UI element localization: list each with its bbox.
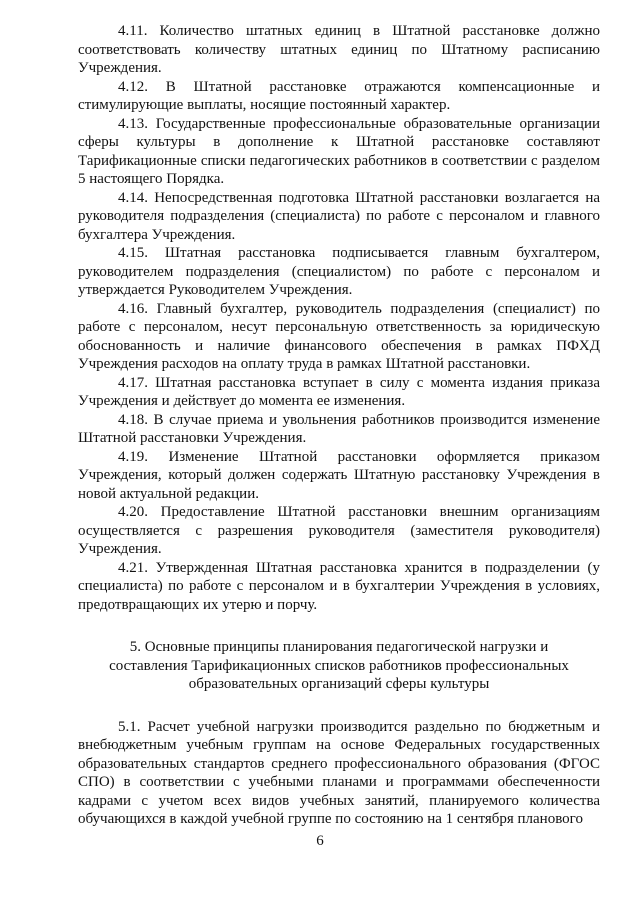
section-5-heading (78, 638, 600, 694)
paragraph-4-21: 4.21. Утвержденная Штатная расстановка хранится в подразделении (у специалиста) по работе с персоналом и в бухгалтерии Учреждения в условиях, предотвращающих их утерю и порчу. (78, 559, 600, 613)
paragraph-4-12: 4.12. В Штатной расстановке отражаются компенсационные и стимулирующие выплаты, носящие постоянный характер. (78, 78, 600, 113)
paragraph-4-17: 4.17. Штатная расстановка вступает в силу с момента издания приказа Учреждения и действует до момента ее изменения. (78, 374, 600, 409)
paragraph-5-1: 5.1. Расчет учебной нагрузки производится раздельно по бюджетным и внебюджетным учебным группам на основе Федеральных государственных образовательных стандартов среднего профессионального образования (ФГОС СПО) в соответствии с учебными планами и программами обеспеченности кадрами с учетом всех видов учебных занятий, планируемого количества обучающихся в каждой учебной группе по состоянию на 1 сентября планового (78, 718, 600, 827)
heading-line: составления Тарификационных списков работников профессиональных (109, 657, 569, 674)
paragraph-4-15: 4.15. Штатная расстановка подписывается главным бухгалтером, руководителем подразделения (специалистом) по работе с персоналом и утверждается Руководителем Учреждения. (78, 245, 600, 298)
heading-line: 5. Основные принципы планирования педагогической нагрузки и (129, 639, 549, 655)
paragraph-4-20: 4.20. Предоставление Штатной расстановки внешним организациям осуществляется с разрешения руководителя (заместителя руководителя) Учреждения. (78, 504, 600, 557)
heading-line: образовательных организаций сферы культуры (188, 676, 490, 692)
paragraph-4-13: 4.13. Государственные профессиональные образовательные организации сферы культуры в дополнение к Штатной расстановке составляют Тарификационные списки педагогических работников в соответствии с разделом 5 настоящего Порядка. (78, 115, 600, 187)
page-number: 6 (316, 833, 324, 849)
paragraph-4-14: 4.14. Непосредственная подготовка Штатной расстановки возлагается на руководителя подразделения (специалиста) по работе с персоналом и главного бухгалтера Учреждения. (78, 189, 600, 243)
paragraph-4-18: 4.18. В случае приема и увольнения работников производится изменение Штатной расстановки Учреждения. (78, 411, 600, 446)
paragraph-4-16: 4.16. Главный бухгалтер, руководитель подразделения (специалист) по работе с персоналом, несут персональную ответственность за юридическую обоснованность и наличие финансового обеспечения в рамках ПФХД Учреждения расходов на оплату труда в рамках Штатной расстановки. (78, 300, 600, 372)
paragraph-4-19: 4.19. Изменение Штатной расстановки оформляется приказом Учреждения, который должен содержать Штатную расстановку Учреждения в новой актуальной редакции. (78, 448, 600, 502)
paragraph-4-11: 4.11. Количество штатных единиц в Штатной расстановке должно соответствовать количеству штатных единиц по Штатному расписанию Учреждения. (78, 23, 600, 76)
